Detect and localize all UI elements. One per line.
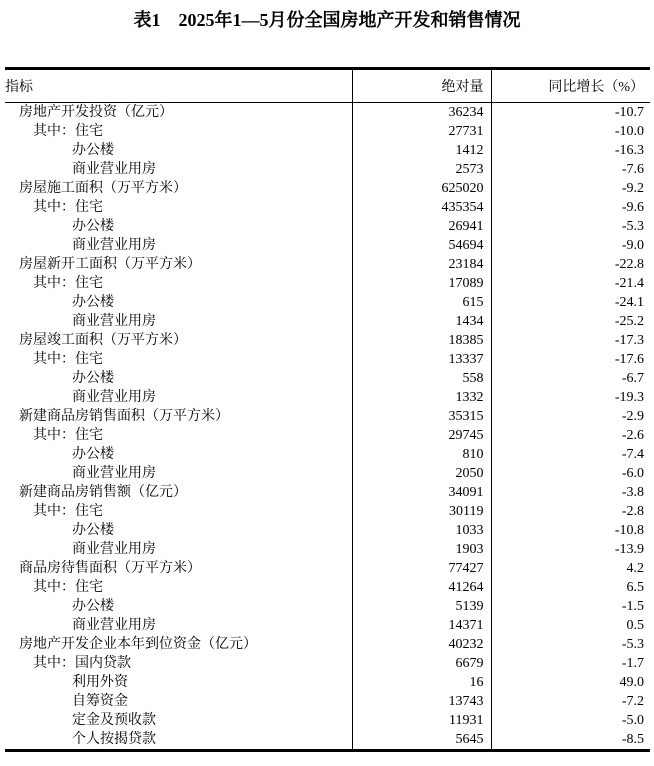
absolute-amount-cell: 13743 <box>352 692 491 711</box>
table-row <box>5 597 650 616</box>
table-row <box>5 407 650 426</box>
absolute-amount-cell: 2573 <box>352 160 491 179</box>
absolute-amount-cell: 625020 <box>352 179 491 198</box>
table-row <box>5 654 650 673</box>
indicator-cell: 办公楼 <box>5 141 352 160</box>
indicator-cell: 商业营业用房 <box>5 236 352 255</box>
indicator-cell: 其中：住宅 <box>5 350 352 369</box>
indicator-cell: 商业营业用房 <box>5 540 352 559</box>
yoy-growth-cell: -5.3 <box>621 637 644 652</box>
table-row <box>5 141 650 160</box>
table-row <box>5 388 650 407</box>
indicator-cell: 商业营业用房 <box>5 160 352 179</box>
absolute-amount-cell: 35315 <box>352 407 491 426</box>
header-row <box>5 69 650 103</box>
yoy-growth-cell: 6.5 <box>626 580 644 595</box>
absolute-amount-cell: 36234 <box>352 103 491 123</box>
absolute-amount-cell: 34091 <box>352 483 491 502</box>
table-row <box>5 578 650 597</box>
indicator-cell: 个人按揭贷款 <box>5 730 352 751</box>
absolute-amount-cell: 27731 <box>352 122 491 141</box>
indicator-cell: 新建商品房销售面积（万平方米） <box>5 407 352 426</box>
indicator-cell: 其中：住宅 <box>5 122 352 141</box>
indicator-cell: 房屋施工面积（万平方米） <box>5 179 352 198</box>
absolute-amount-cell: 17089 <box>352 274 491 293</box>
indicator-cell: 其中：国内贷款 <box>5 654 352 673</box>
indicator-cell: 房地产开发企业本年到位资金（亿元） <box>5 635 352 654</box>
absolute-amount-cell: 810 <box>352 445 491 464</box>
yoy-growth-cell: -6.7 <box>621 371 644 386</box>
indicator-cell: 办公楼 <box>5 369 352 388</box>
yoy-growth-cell: -8.5 <box>621 732 644 747</box>
absolute-amount-cell: 1434 <box>352 312 491 331</box>
table-row <box>5 502 650 521</box>
table-row <box>5 369 650 388</box>
yoy-growth-cell: -25.2 <box>614 314 644 329</box>
table-row <box>5 274 650 293</box>
absolute-amount-cell: 23184 <box>352 255 491 274</box>
yoy-growth-cell: -10.7 <box>614 105 644 120</box>
absolute-amount-cell: 6679 <box>352 654 491 673</box>
table-row <box>5 730 650 751</box>
yoy-growth-cell: -2.9 <box>621 409 644 424</box>
absolute-amount-cell: 40232 <box>352 635 491 654</box>
yoy-growth-cell: 0.5 <box>626 618 644 633</box>
indicator-cell: 商业营业用房 <box>5 464 352 483</box>
yoy-growth-cell: -2.6 <box>621 428 644 443</box>
absolute-amount-cell: 41264 <box>352 578 491 597</box>
indicator-cell: 房屋新开工面积（万平方米） <box>5 255 352 274</box>
yoy-growth-cell: -3.8 <box>621 485 644 500</box>
absolute-amount-cell: 11931 <box>352 711 491 730</box>
indicator-cell: 其中：住宅 <box>5 578 352 597</box>
table-row <box>5 540 650 559</box>
table-row <box>5 464 650 483</box>
table-row <box>5 692 650 711</box>
indicator-cell: 办公楼 <box>5 217 352 236</box>
indicator-cell: 办公楼 <box>5 445 352 464</box>
indicator-cell: 新建商品房销售额（亿元） <box>5 483 352 502</box>
yoy-growth-cell: -16.3 <box>614 143 644 158</box>
indicator-cell: 商品房待售面积（万平方米） <box>5 559 352 578</box>
yoy-growth-cell: -1.7 <box>621 656 644 671</box>
absolute-amount-cell: 77427 <box>352 559 491 578</box>
indicator-cell: 房屋竣工面积（万平方米） <box>5 331 352 350</box>
yoy-growth-cell: -9.2 <box>621 181 644 196</box>
table-row <box>5 635 650 654</box>
absolute-amount-cell: 1033 <box>352 521 491 540</box>
indicator-cell: 办公楼 <box>5 521 352 540</box>
real-estate-statistics-table <box>5 67 650 752</box>
absolute-amount-cell: 29745 <box>352 426 491 445</box>
table-row <box>5 122 650 141</box>
indicator-cell: 其中：住宅 <box>5 274 352 293</box>
indicator-cell: 利用外资 <box>5 673 352 692</box>
column-header-absolute-amount: 绝对量 <box>352 69 491 103</box>
yoy-growth-cell: -17.3 <box>614 333 644 348</box>
indicator-cell: 商业营业用房 <box>5 388 352 407</box>
table-row <box>5 236 650 255</box>
absolute-amount-cell: 5645 <box>352 730 491 751</box>
table-row <box>5 312 650 331</box>
column-header-yoy-growth: 同比增长（%） <box>491 69 650 103</box>
absolute-amount-cell: 2050 <box>352 464 491 483</box>
yoy-growth-cell: -5.3 <box>621 219 644 234</box>
table-row <box>5 483 650 502</box>
absolute-amount-cell: 14371 <box>352 616 491 635</box>
table-row <box>5 521 650 540</box>
yoy-growth-cell: -17.6 <box>614 352 644 367</box>
yoy-growth-cell: 4.2 <box>626 561 644 576</box>
yoy-growth-cell: -7.2 <box>621 694 644 709</box>
table-row <box>5 559 650 578</box>
yoy-growth-cell: -24.1 <box>614 295 644 310</box>
table-row <box>5 198 650 217</box>
indicator-cell: 定金及预收款 <box>5 711 352 730</box>
table-title: 表1 2025年1—5月份全国房地产开发和销售情况 <box>133 10 521 30</box>
yoy-growth-cell: -9.6 <box>621 200 644 215</box>
table-row <box>5 426 650 445</box>
table-row <box>5 673 650 692</box>
indicator-cell: 商业营业用房 <box>5 616 352 635</box>
yoy-growth-cell: -9.0 <box>621 238 644 253</box>
yoy-growth-cell: -19.3 <box>614 390 644 405</box>
yoy-growth-cell: -7.6 <box>621 162 644 177</box>
table-row <box>5 217 650 236</box>
table-row <box>5 179 650 198</box>
table-row <box>5 445 650 464</box>
table-row <box>5 160 650 179</box>
table-row <box>5 103 650 123</box>
absolute-amount-cell: 18385 <box>352 331 491 350</box>
absolute-amount-cell: 1332 <box>352 388 491 407</box>
absolute-amount-cell: 26941 <box>352 217 491 236</box>
absolute-amount-cell: 435354 <box>352 198 491 217</box>
table-row <box>5 255 650 274</box>
table-row <box>5 293 650 312</box>
absolute-amount-cell: 1412 <box>352 141 491 160</box>
indicator-cell: 其中：住宅 <box>5 502 352 521</box>
yoy-growth-cell: -2.8 <box>621 504 644 519</box>
absolute-amount-cell: 16 <box>352 673 491 692</box>
yoy-growth-cell: -13.9 <box>614 542 644 557</box>
table-row <box>5 331 650 350</box>
yoy-growth-cell: -10.8 <box>614 523 644 538</box>
table-body <box>5 103 650 751</box>
yoy-growth-cell: -10.0 <box>614 124 644 139</box>
indicator-cell: 房地产开发投资（亿元） <box>5 103 352 123</box>
absolute-amount-cell: 558 <box>352 369 491 388</box>
yoy-growth-cell: 49.0 <box>619 675 644 690</box>
yoy-growth-cell: -22.8 <box>614 257 644 272</box>
indicator-cell: 办公楼 <box>5 597 352 616</box>
absolute-amount-cell: 5139 <box>352 597 491 616</box>
indicator-cell: 自筹资金 <box>5 692 352 711</box>
yoy-growth-cell: -6.0 <box>621 466 644 481</box>
absolute-amount-cell: 54694 <box>352 236 491 255</box>
absolute-amount-cell: 13337 <box>352 350 491 369</box>
absolute-amount-cell: 1903 <box>352 540 491 559</box>
table-row <box>5 616 650 635</box>
yoy-growth-cell: -1.5 <box>621 599 644 614</box>
indicator-cell: 商业营业用房 <box>5 312 352 331</box>
yoy-growth-cell: -7.4 <box>621 447 644 462</box>
absolute-amount-cell: 30119 <box>352 502 491 521</box>
column-header-indicator: 指标 <box>5 69 352 103</box>
table-row <box>5 350 650 369</box>
indicator-cell: 其中：住宅 <box>5 198 352 217</box>
indicator-cell: 其中：住宅 <box>5 426 352 445</box>
yoy-growth-cell: -21.4 <box>614 276 644 291</box>
table-row <box>5 711 650 730</box>
indicator-cell: 办公楼 <box>5 293 352 312</box>
absolute-amount-cell: 615 <box>352 293 491 312</box>
yoy-growth-cell: -5.0 <box>621 713 644 728</box>
